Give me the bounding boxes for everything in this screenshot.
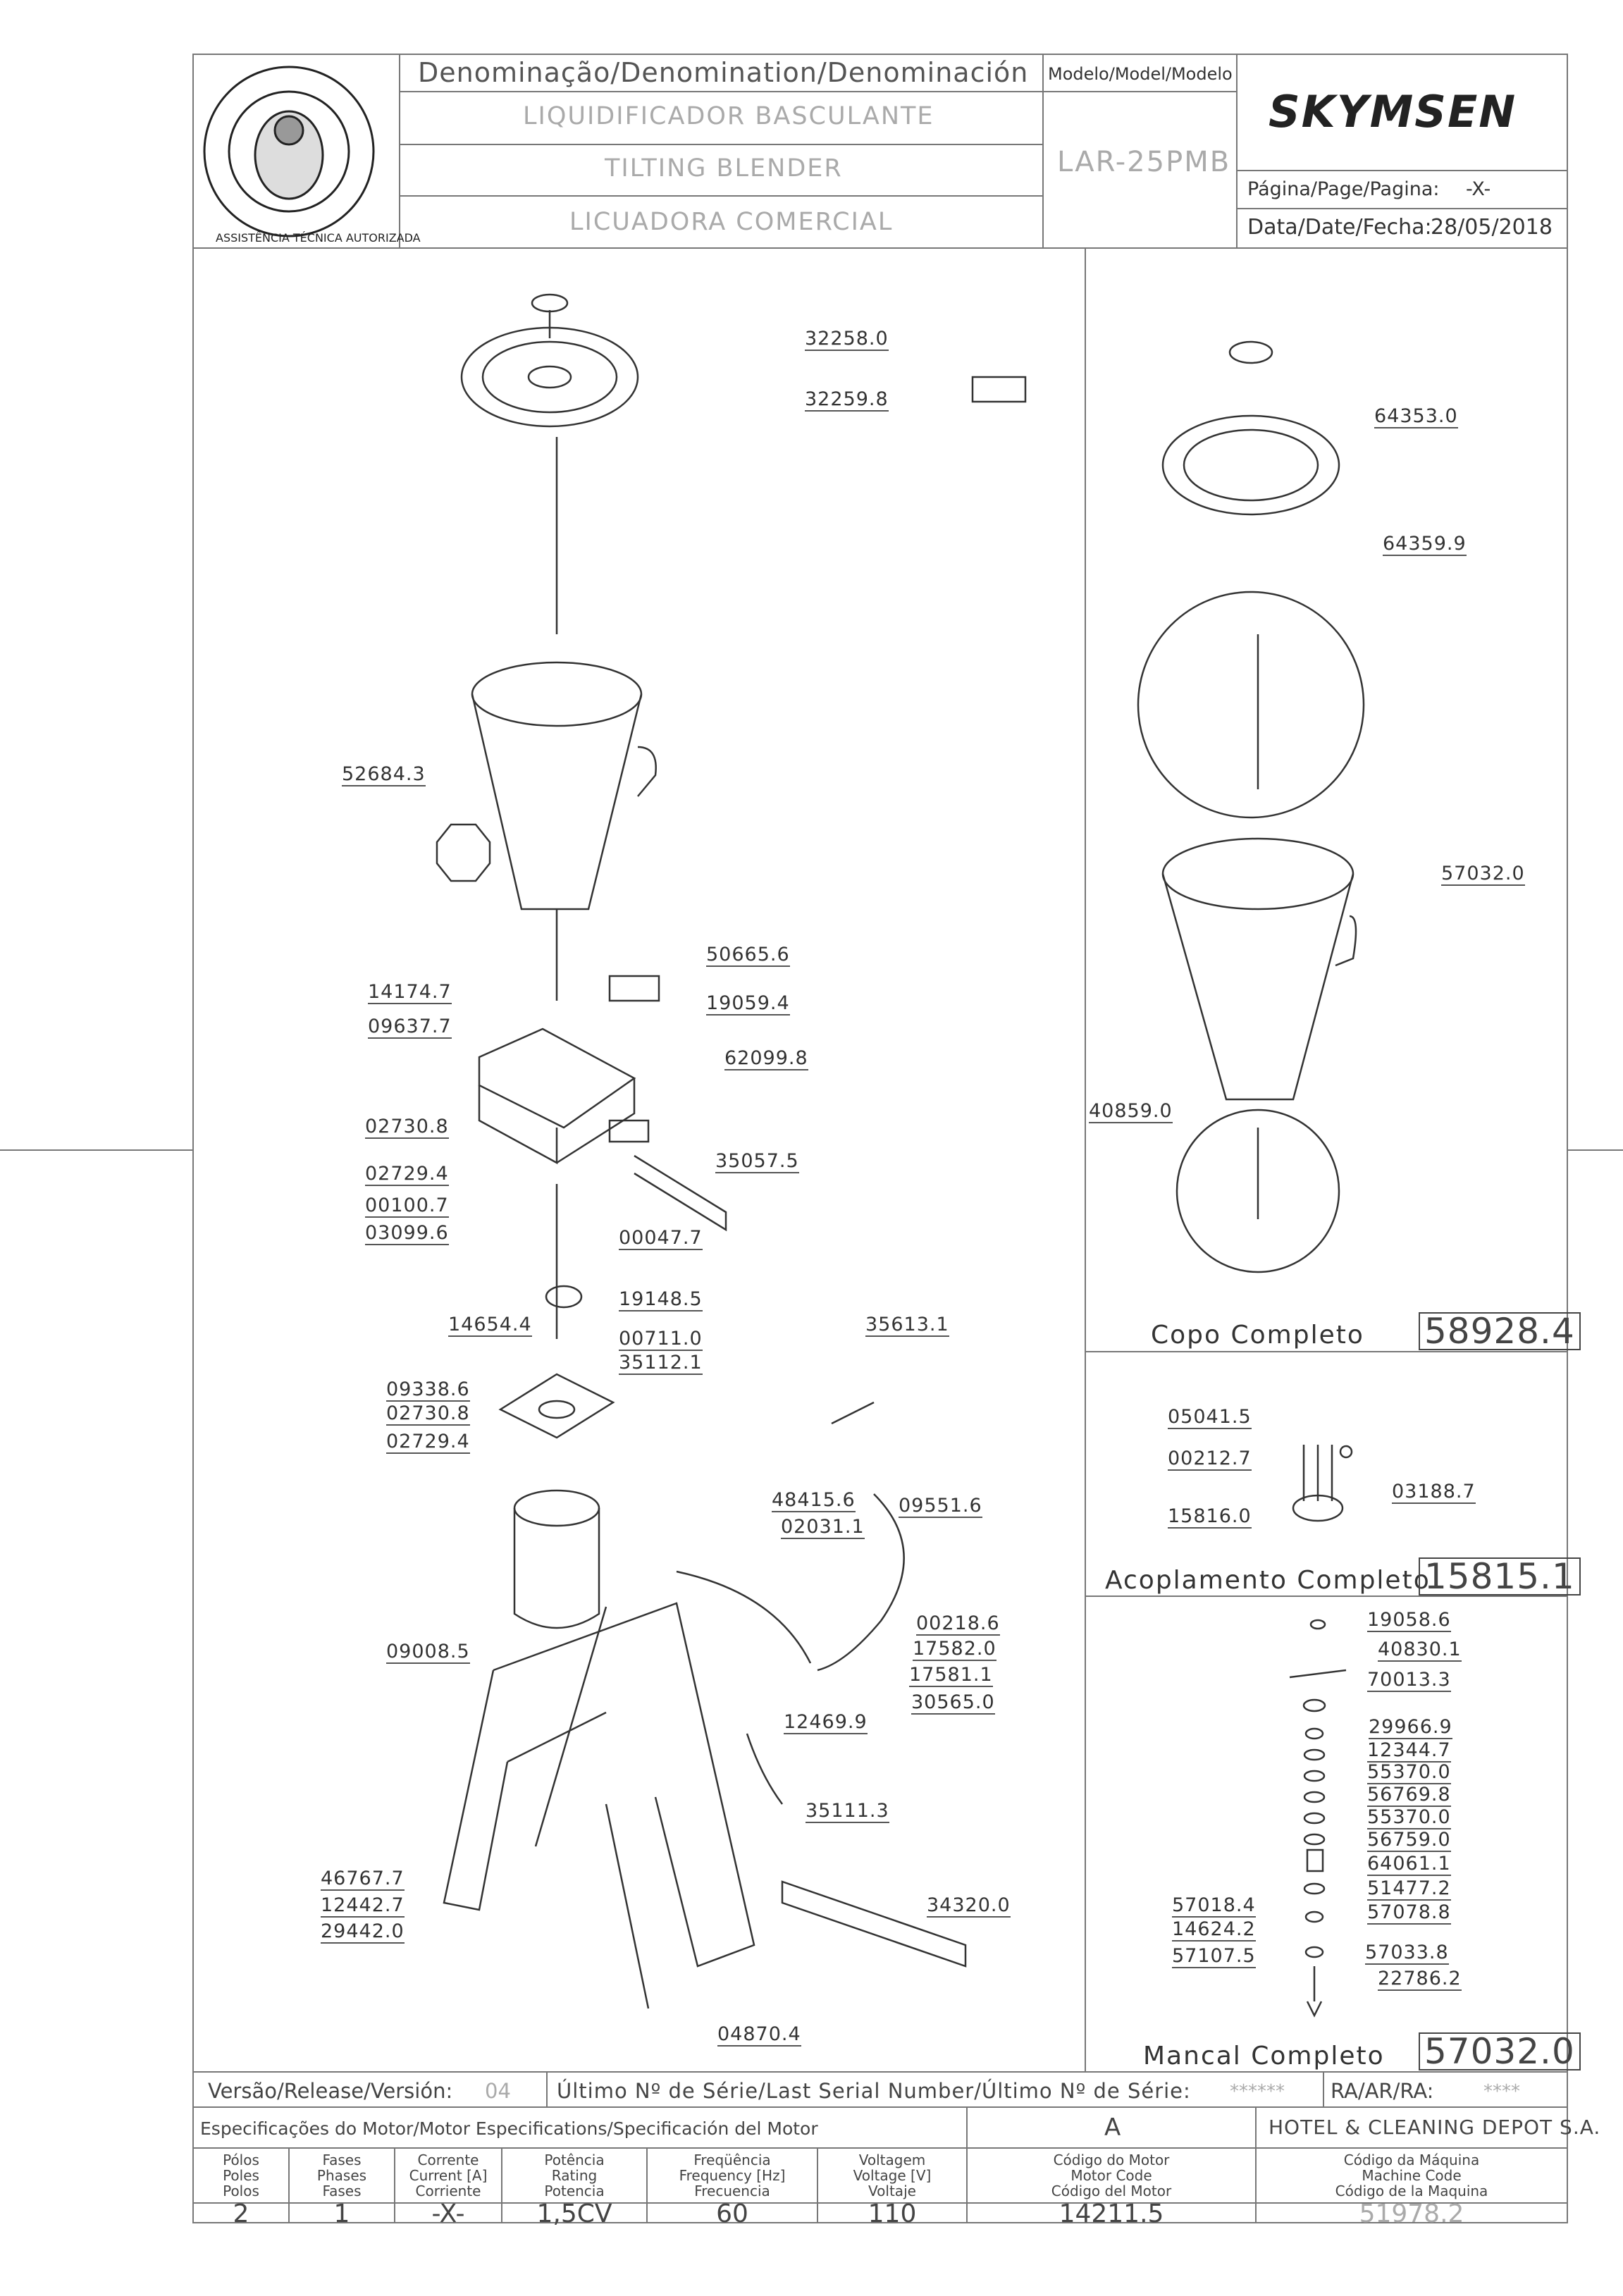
mancal-code: 57032.0	[1419, 2032, 1581, 2070]
part-label: 50665.6	[706, 944, 790, 965]
ra-value: ****	[1483, 2081, 1520, 2102]
date-value: 28/05/2018	[1431, 215, 1553, 240]
part-label: 09637.7	[368, 1016, 452, 1037]
spec-value-current: -X-	[431, 2199, 465, 2228]
logo-seal	[204, 67, 374, 236]
spec-value-machine-code: 51978.2	[1359, 2199, 1464, 2228]
part-label: 12469.9	[784, 1711, 868, 1733]
part-label: 35057.5	[715, 1150, 799, 1172]
part-label: 30565.0	[911, 1691, 995, 1713]
part-label: 14654.4	[448, 1314, 532, 1335]
spec-header-machine-code: Código da Máquina Machine Code Código de la Maquina	[1335, 2152, 1488, 2199]
copo-exploded-view	[1138, 342, 1364, 1272]
part-label: 03099.6	[365, 1222, 449, 1244]
part-label: 52684.3	[342, 763, 426, 785]
part-label: 09008.5	[386, 1641, 470, 1662]
spec-header-motor-code: Código do Motor Motor Code Código del Motor	[1051, 2152, 1172, 2199]
copo-part-label: 40859.0	[1089, 1100, 1173, 1122]
part-label: 48415.6	[772, 1489, 856, 1511]
denomination-label: Denominação/Denomination/Denominación	[418, 57, 1029, 88]
part-label: 09338.6	[386, 1378, 470, 1400]
revision-letter: A	[1104, 2113, 1121, 2142]
part-label: 02031.1	[781, 1516, 865, 1538]
mancal-view	[1290, 1620, 1346, 2016]
brand-logo: SKYMSEN	[1269, 86, 1517, 137]
part-label: 00218.6	[916, 1612, 1000, 1634]
mancal-part-label: 64061.1	[1367, 1853, 1451, 1875]
page-value: -X-	[1466, 178, 1491, 200]
copo-title: Copo Completo	[1151, 1321, 1364, 1350]
part-label: 32258.0	[805, 328, 889, 350]
mancal-part-label: 56759.0	[1367, 1829, 1451, 1851]
part-label: 02729.4	[386, 1431, 470, 1452]
spec-value-rating: 1,5CV	[536, 2199, 612, 2228]
ra-label: RA/AR/RA:	[1331, 2079, 1434, 2103]
motor-spec-label: Especificações do Motor/Motor Especifications/Specificación del Motor	[200, 2118, 818, 2139]
mancal-part-label: 70013.3	[1367, 1669, 1451, 1691]
mancal-title: Mancal Completo	[1143, 2042, 1385, 2070]
spec-header-phases: Fases Phases Fases	[316, 2152, 367, 2199]
serial-value: ******	[1230, 2081, 1285, 2102]
part-label: 32259.8	[805, 388, 889, 410]
customer-name: HOTEL & CLEANING DEPOT S.A.	[1269, 2116, 1601, 2139]
part-label: 46767.7	[321, 1868, 405, 1889]
mancal-part-label: 51477.2	[1367, 1877, 1451, 1899]
spec-header-current: Corrente Current [A] Corriente	[409, 2152, 488, 2199]
version-value: 04	[485, 2079, 511, 2103]
date-label: Data/Date/Fecha:	[1247, 215, 1432, 240]
mancal-part-label: 57033.8	[1365, 1942, 1449, 1963]
part-label: 35112.1	[619, 1352, 703, 1374]
part-label: 17582.0	[913, 1638, 996, 1660]
acoplamento-title: Acoplamento Completo	[1105, 1566, 1431, 1595]
part-label: 00100.7	[365, 1195, 449, 1216]
product-name-en: TILTING BLENDER	[605, 154, 843, 183]
mancal-part-label: 57107.5	[1172, 1945, 1256, 1967]
mancal-part-label: 57078.8	[1367, 1901, 1451, 1923]
spec-value-frequency: 60	[716, 2199, 748, 2228]
mancal-part-label: 14624.2	[1172, 1918, 1256, 1940]
acoplamento-part-label: 00212.7	[1168, 1448, 1252, 1469]
part-label: 09551.6	[899, 1495, 982, 1517]
mancal-part-label: 22786.2	[1378, 1968, 1462, 1989]
spec-header-voltage: Voltagem Voltage [V] Voltaje	[853, 2152, 932, 2199]
part-label: 62099.8	[724, 1047, 808, 1069]
part-label: 00711.0	[619, 1328, 703, 1350]
mancal-part-label: 55370.0	[1367, 1806, 1451, 1828]
part-label: 12442.7	[321, 1894, 405, 1916]
part-label: 02730.8	[365, 1116, 449, 1137]
spec-header-rating: Potência Rating Potencia	[544, 2152, 605, 2199]
part-label: 00047.7	[619, 1227, 703, 1249]
version-label: Versão/Release/Versión:	[208, 2079, 453, 2103]
copo-part-label: 57032.0	[1441, 863, 1525, 884]
acoplamento-view	[1293, 1445, 1352, 1521]
product-name-pt: LIQUIDIFICADOR BASCULANTE	[523, 102, 934, 130]
part-label: 02729.4	[365, 1163, 449, 1185]
copo-part-label: 64359.9	[1383, 533, 1467, 555]
mancal-part-label: 57018.4	[1172, 1894, 1256, 1916]
part-label: 17581.1	[909, 1664, 993, 1686]
page-label: Página/Page/Pagina:	[1247, 178, 1440, 200]
spec-header-poles: Pólos Poles Polos	[223, 2152, 259, 2199]
part-label: 29442.0	[321, 1920, 405, 1942]
logo-text: ASSISTÊNCIA TÉCNICA AUTORIZADA	[216, 231, 421, 245]
model-label: Modelo/Model/Modelo	[1048, 64, 1233, 84]
part-label: 35111.3	[806, 1800, 889, 1822]
spec-value-voltage: 110	[868, 2199, 917, 2228]
part-label: 19059.4	[706, 992, 790, 1014]
part-label: 35613.1	[865, 1314, 949, 1335]
model-value: LAR-25PMB	[1057, 146, 1231, 178]
spec-value-motor-code: 14211.5	[1059, 2199, 1164, 2228]
acoplamento-part-label: 05041.5	[1168, 1406, 1252, 1428]
mancal-part-label: 56769.8	[1367, 1784, 1451, 1806]
serial-label: Último Nº de Série/Last Serial Number/Último Nº de Série:	[557, 2079, 1191, 2103]
mancal-part-label: 55370.0	[1367, 1761, 1451, 1783]
spec-value-poles: 2	[233, 2199, 249, 2228]
spec-header-frequency: Freqüência Frequency [Hz] Frecuencia	[679, 2152, 786, 2199]
part-label: 04870.4	[717, 2023, 801, 2045]
acoplamento-part-label: 03188.7	[1392, 1481, 1476, 1502]
copo-code: 58928.4	[1419, 1312, 1581, 1350]
spec-value-phases: 1	[333, 2199, 350, 2228]
part-label: 02730.8	[386, 1402, 470, 1424]
part-label: 19148.5	[619, 1288, 703, 1310]
mancal-part-label: 19058.6	[1367, 1609, 1451, 1631]
product-name-es: LICUADORA COMERCIAL	[569, 208, 894, 236]
part-label: 14174.7	[368, 981, 452, 1003]
mancal-part-label: 29966.9	[1369, 1716, 1452, 1738]
mancal-part-label: 12344.7	[1367, 1739, 1451, 1761]
copo-part-label: 64353.0	[1374, 405, 1458, 427]
part-label: 34320.0	[927, 1894, 1011, 1916]
acoplamento-code: 15815.1	[1419, 1557, 1581, 1596]
acoplamento-part-label: 15816.0	[1168, 1505, 1252, 1527]
mancal-part-label: 40830.1	[1378, 1638, 1462, 1660]
